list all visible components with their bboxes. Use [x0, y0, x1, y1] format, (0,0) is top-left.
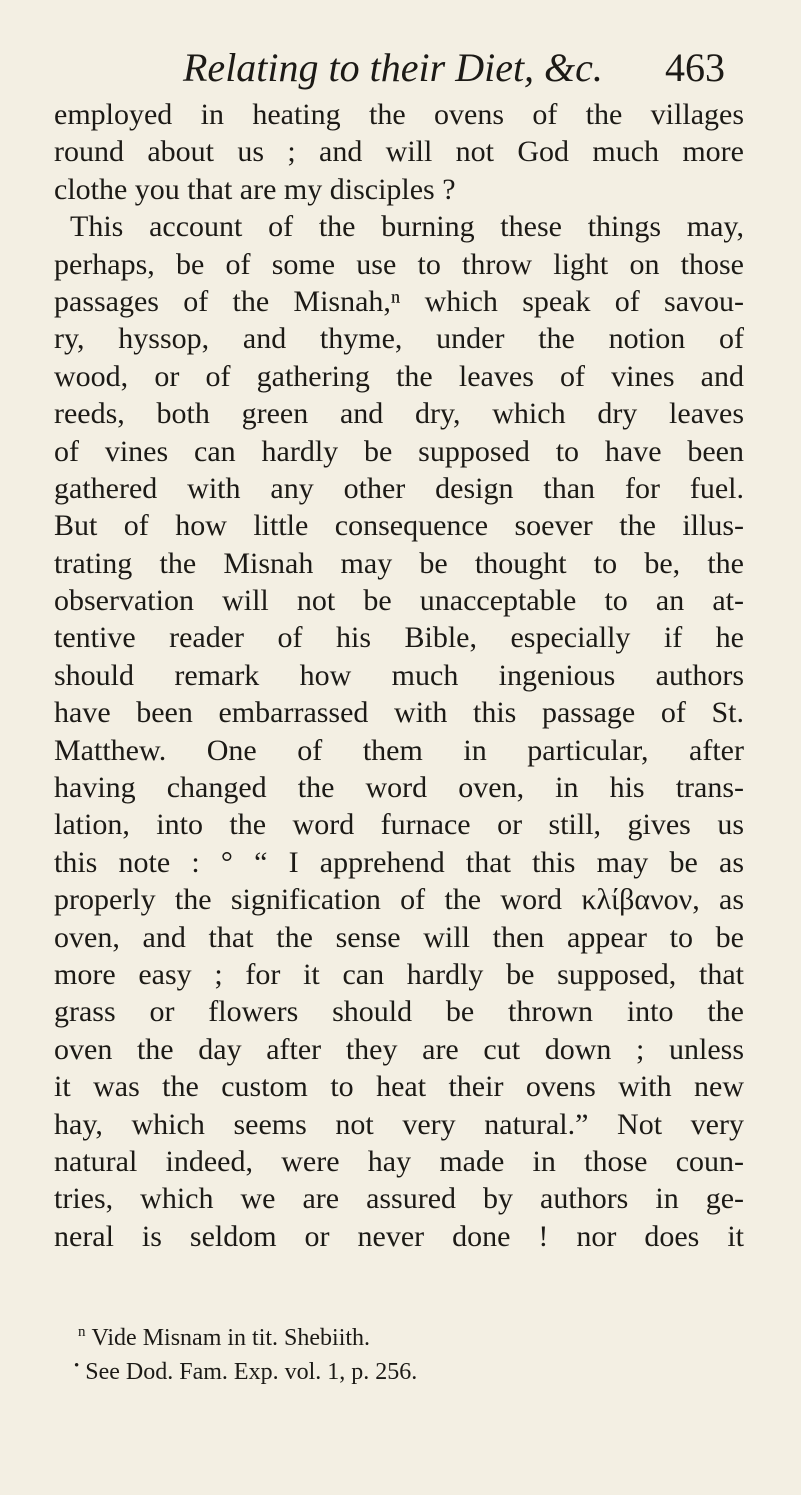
text-line: employed in heating the ovens of the villages: [54, 98, 744, 131]
text-line: natural indeed, were hay made in those coun-: [54, 1144, 744, 1178]
text-line: grass or flowers should be thrown into the: [54, 995, 744, 1029]
text-line: This account of the burning these things may,: [70, 210, 744, 244]
footnotes: [54, 1315, 744, 1383]
running-title: Relating to their Diet, &c.: [183, 45, 603, 90]
text-line: should remark how much ingenious authors: [54, 658, 744, 692]
text-line: tries, which we are assured by authors in ge-: [54, 1182, 744, 1216]
text-line: observation will not be unacceptable to an at-: [54, 584, 744, 618]
text-line: gathered with any other design than for fuel.: [54, 471, 744, 505]
text-line: oven, and that the sense will then appear to be: [54, 920, 744, 954]
page-number: 463: [665, 45, 725, 90]
footnote: [54, 1349, 744, 1383]
footnote-text: Vide Misnam in tit. Shebiith.: [91, 1325, 371, 1351]
text-line: tentive reader of his Bible, especially if he: [54, 621, 744, 655]
text-line: neral is seldom or never done ! nor does it: [54, 1219, 744, 1253]
text-line: lation, into the word furnace or still, gives us: [54, 808, 744, 842]
footnote: [54, 1315, 744, 1349]
text-line: of vines can hardly be supposed to have been: [54, 434, 744, 468]
footnote-mark: •: [74, 1358, 80, 1374]
text-line: ry, hyssop, and thyme, under the notion of: [54, 322, 744, 356]
footnote-mark: n: [78, 1324, 86, 1340]
text-line: have been embarrassed with this passage of St.: [54, 696, 744, 730]
text-line: Matthew. One of them in particular, after: [54, 733, 744, 767]
text-line: But of how little consequence soever the illus-: [54, 509, 744, 543]
text-line: properly the signification of the word κλίβανον, as: [54, 883, 744, 917]
text-line: passages of the Misnah,ⁿ which speak of savou-: [54, 284, 744, 318]
body-text: [54, 96, 744, 1255]
text-line: oven the day after they are cut down ; unless: [54, 1032, 744, 1066]
text-line: round about us ; and will not God much more: [54, 135, 744, 169]
footnote-text: See Dod. Fam. Exp. vol. 1, p. 256.: [85, 1359, 418, 1385]
text-line: it was the custom to heat their ovens with new: [54, 1070, 744, 1104]
text-line: having changed the word oven, in his trans-: [54, 771, 744, 805]
text-line: wood, or of gathering the leaves of vines and: [54, 359, 744, 393]
text-line: more easy ; for it can hardly be supposed, that: [54, 957, 744, 991]
text-line: reeds, both green and dry, which dry leaves: [54, 397, 744, 431]
text-line: this note : ° “ I apprehend that this may be as: [54, 845, 744, 879]
text-line: trating the Misnah may be thought to be, the: [54, 546, 744, 580]
text-line: perhaps, be of some use to throw light on those: [54, 247, 744, 281]
running-head: [95, 40, 725, 96]
text-line: clothe you that are my disciples ?: [54, 172, 456, 206]
text-line: hay, which seems not very natural.” Not very: [54, 1107, 744, 1141]
